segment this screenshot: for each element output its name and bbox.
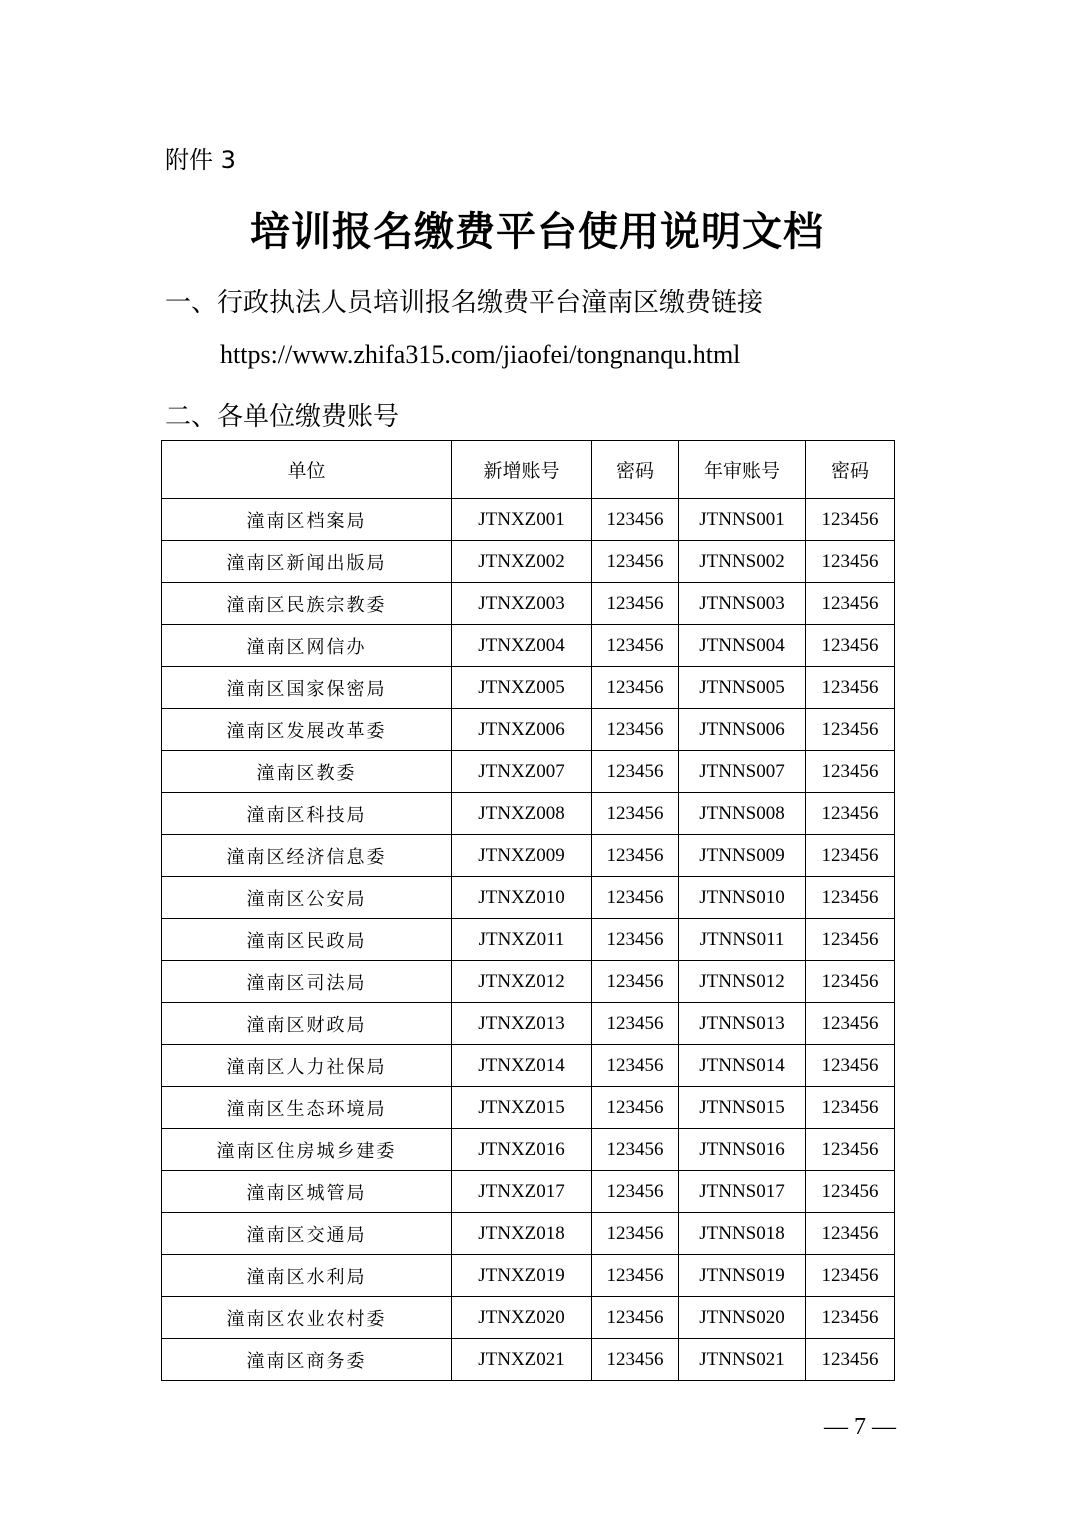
password-cell: 123456	[592, 793, 679, 835]
section2-heading: 二、各单位缴费账号	[165, 402, 400, 432]
annual-account-cell: JTNNS008	[679, 793, 806, 835]
document-title: 培训报名缴费平台使用说明文档	[250, 209, 824, 255]
annual-account-cell: JTNNS011	[679, 919, 806, 961]
unit-cell: 潼南区生态环境局	[162, 1087, 452, 1129]
unit-cell: 潼南区民政局	[162, 919, 452, 961]
annual-account-cell: JTNNS009	[679, 835, 806, 877]
annual-account-cell: JTNNS017	[679, 1171, 806, 1213]
table-row	[162, 1339, 895, 1381]
password-cell: 123456	[592, 1297, 679, 1339]
password-cell: 123456	[592, 1087, 679, 1129]
table-row	[162, 877, 895, 919]
password-cell: 123456	[592, 625, 679, 667]
password-cell: 123456	[592, 1003, 679, 1045]
new-account-cell: JTNXZ007	[452, 751, 592, 793]
password-cell: 123456	[592, 667, 679, 709]
new-account-cell: JTNXZ014	[452, 1045, 592, 1087]
annual-password-cell: 123456	[806, 919, 895, 961]
password-cell: 123456	[592, 709, 679, 751]
password-cell: 123456	[592, 1045, 679, 1087]
annual-account-cell: JTNNS019	[679, 1255, 806, 1297]
new-account-cell: JTNXZ002	[452, 541, 592, 583]
unit-cell: 潼南区水利局	[162, 1255, 452, 1297]
annual-account-cell: JTNNS015	[679, 1087, 806, 1129]
annual-password-cell: 123456	[806, 709, 895, 751]
annual-password-cell: 123456	[806, 583, 895, 625]
annual-password-cell: 123456	[806, 625, 895, 667]
new-account-cell: JTNXZ001	[452, 499, 592, 541]
page-number: — 7 —	[824, 1414, 896, 1440]
new-account-cell: JTNXZ006	[452, 709, 592, 751]
annual-password-cell: 123456	[806, 793, 895, 835]
table-row	[162, 667, 895, 709]
annual-account-cell: JTNNS007	[679, 751, 806, 793]
annual-account-cell: JTNNS001	[679, 499, 806, 541]
unit-cell: 潼南区网信办	[162, 625, 452, 667]
annual-account-cell: JTNNS016	[679, 1129, 806, 1171]
unit-cell: 潼南区城管局	[162, 1171, 452, 1213]
annual-account-cell: JTNNS020	[679, 1297, 806, 1339]
annual-password-cell: 123456	[806, 1213, 895, 1255]
new-account-cell: JTNXZ018	[452, 1213, 592, 1255]
unit-cell: 潼南区档案局	[162, 499, 452, 541]
section1-heading: 一、行政执法人员培训报名缴费平台潼南区缴费链接	[165, 288, 764, 318]
column-header-unit: 单位	[162, 441, 452, 499]
unit-cell: 潼南区教委	[162, 751, 452, 793]
new-account-cell: JTNXZ015	[452, 1087, 592, 1129]
annual-account-cell: JTNNS006	[679, 709, 806, 751]
unit-cell: 潼南区商务委	[162, 1339, 452, 1381]
annual-password-cell: 123456	[806, 1045, 895, 1087]
unit-cell: 潼南区科技局	[162, 793, 452, 835]
new-account-cell: JTNXZ013	[452, 1003, 592, 1045]
new-account-cell: JTNXZ003	[452, 583, 592, 625]
new-account-cell: JTNXZ017	[452, 1171, 592, 1213]
annual-account-cell: JTNNS002	[679, 541, 806, 583]
annual-account-cell: JTNNS018	[679, 1213, 806, 1255]
table-row	[162, 835, 895, 877]
table-row	[162, 1003, 895, 1045]
accounts-table	[161, 440, 895, 1381]
unit-cell: 潼南区公安局	[162, 877, 452, 919]
annual-account-cell: JTNNS005	[679, 667, 806, 709]
annual-account-cell: JTNNS014	[679, 1045, 806, 1087]
table-row	[162, 499, 895, 541]
payment-link[interactable]: https://www.zhifa315.com/jiaofei/tongnanqu.html	[220, 340, 741, 369]
table-row	[162, 625, 895, 667]
annual-password-cell: 123456	[806, 1255, 895, 1297]
annual-password-cell: 123456	[806, 1171, 895, 1213]
unit-cell: 潼南区经济信息委	[162, 835, 452, 877]
table-row	[162, 793, 895, 835]
new-account-cell: JTNXZ019	[452, 1255, 592, 1297]
table-row	[162, 919, 895, 961]
table-row	[162, 1129, 895, 1171]
table-row	[162, 1213, 895, 1255]
annual-account-cell: JTNNS003	[679, 583, 806, 625]
password-cell: 123456	[592, 583, 679, 625]
password-cell: 123456	[592, 751, 679, 793]
password-cell: 123456	[592, 961, 679, 1003]
unit-cell: 潼南区人力社保局	[162, 1045, 452, 1087]
annual-password-cell: 123456	[806, 1339, 895, 1381]
annual-account-cell: JTNNS010	[679, 877, 806, 919]
annual-password-cell: 123456	[806, 1297, 895, 1339]
table-row	[162, 1045, 895, 1087]
table-row	[162, 1087, 895, 1129]
table-row	[162, 961, 895, 1003]
password-cell: 123456	[592, 541, 679, 583]
unit-cell: 潼南区交通局	[162, 1213, 452, 1255]
password-cell: 123456	[592, 919, 679, 961]
table-header-row	[162, 441, 895, 499]
password-cell: 123456	[592, 1213, 679, 1255]
table-row	[162, 541, 895, 583]
unit-cell: 潼南区司法局	[162, 961, 452, 1003]
annual-password-cell: 123456	[806, 835, 895, 877]
column-header-password: 密码	[592, 441, 679, 499]
new-account-cell: JTNXZ011	[452, 919, 592, 961]
new-account-cell: JTNXZ010	[452, 877, 592, 919]
annual-account-cell: JTNNS012	[679, 961, 806, 1003]
table-row	[162, 583, 895, 625]
password-cell: 123456	[592, 1339, 679, 1381]
unit-cell: 潼南区农业农村委	[162, 1297, 452, 1339]
unit-cell: 潼南区发展改革委	[162, 709, 452, 751]
annual-password-cell: 123456	[806, 751, 895, 793]
new-account-cell: JTNXZ016	[452, 1129, 592, 1171]
annual-password-cell: 123456	[806, 961, 895, 1003]
unit-cell: 潼南区财政局	[162, 1003, 452, 1045]
unit-cell: 潼南区住房城乡建委	[162, 1129, 452, 1171]
table-row	[162, 1255, 895, 1297]
new-account-cell: JTNXZ021	[452, 1339, 592, 1381]
column-header-annual-account: 年审账号	[679, 441, 806, 499]
unit-cell: 潼南区国家保密局	[162, 667, 452, 709]
new-account-cell: JTNXZ008	[452, 793, 592, 835]
annual-password-cell: 123456	[806, 541, 895, 583]
password-cell: 123456	[592, 877, 679, 919]
password-cell: 123456	[592, 1255, 679, 1297]
annual-password-cell: 123456	[806, 667, 895, 709]
annual-account-cell: JTNNS013	[679, 1003, 806, 1045]
new-account-cell: JTNXZ012	[452, 961, 592, 1003]
password-cell: 123456	[592, 499, 679, 541]
table-row	[162, 709, 895, 751]
annual-password-cell: 123456	[806, 499, 895, 541]
annual-password-cell: 123456	[806, 1003, 895, 1045]
table-row	[162, 751, 895, 793]
column-header-password-2: 密码	[806, 441, 895, 499]
new-account-cell: JTNXZ020	[452, 1297, 592, 1339]
annual-account-cell: JTNNS004	[679, 625, 806, 667]
new-account-cell: JTNXZ005	[452, 667, 592, 709]
annual-account-cell: JTNNS021	[679, 1339, 806, 1381]
attachment-label: 附件 3	[165, 146, 236, 174]
column-header-new-account: 新增账号	[452, 441, 592, 499]
annual-password-cell: 123456	[806, 1087, 895, 1129]
password-cell: 123456	[592, 1171, 679, 1213]
password-cell: 123456	[592, 835, 679, 877]
new-account-cell: JTNXZ004	[452, 625, 592, 667]
annual-password-cell: 123456	[806, 1129, 895, 1171]
table-row	[162, 1297, 895, 1339]
unit-cell: 潼南区新闻出版局	[162, 541, 452, 583]
annual-password-cell: 123456	[806, 877, 895, 919]
password-cell: 123456	[592, 1129, 679, 1171]
new-account-cell: JTNXZ009	[452, 835, 592, 877]
unit-cell: 潼南区民族宗教委	[162, 583, 452, 625]
table-row	[162, 1171, 895, 1213]
